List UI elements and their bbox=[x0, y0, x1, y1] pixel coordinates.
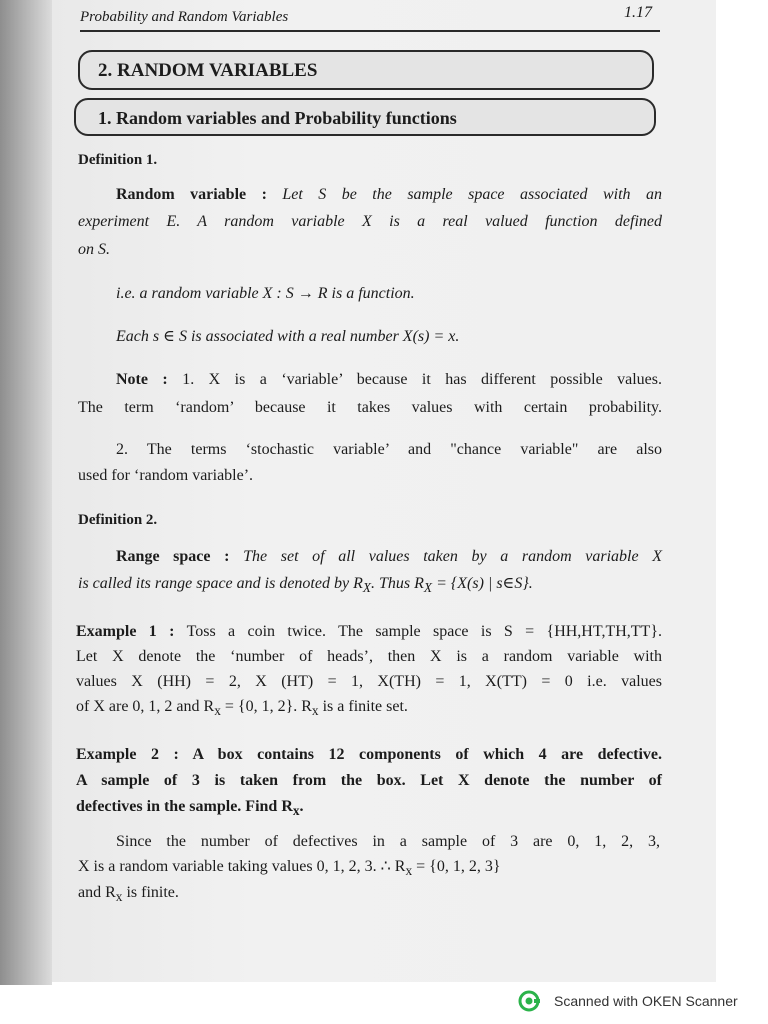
definition-2-line-1: Range space : The set of all values taken by a random variable X bbox=[116, 548, 663, 565]
section-title: 2. RANDOM VARIABLES bbox=[98, 60, 318, 81]
page-binding-shadow bbox=[0, 0, 52, 985]
note-line-2: The term ‘random’ because it takes values with certain probability. bbox=[78, 399, 662, 416]
page-number: 1.17 bbox=[624, 4, 652, 21]
example-1-line-2: Let X denote the ‘number of heads’, then X is a random variable with bbox=[76, 648, 662, 665]
definition-2-line-2: is called its range space and is denoted by $R_X$. Thus $R_X = \{X(s)$ | s∈S}. bbox=[78, 575, 533, 596]
note-point-2-line-1: 2. The terms ‘stochastic variable’ and "chance variable" are also bbox=[116, 441, 662, 458]
term-range-space: Range space : bbox=[116, 548, 230, 565]
subsection-title: 1. Random variables and Probability functions bbox=[98, 108, 457, 128]
example-1-line-3: values X (HH) = 2, X (HT) = 1, X(TH) = 1, X(TT) = 0 i.e. values bbox=[76, 673, 662, 690]
scanner-watermark bbox=[518, 990, 738, 1012]
example-2-solution-line-2: X is a random variable taking values 0, 1, 2, 3. ∴ $R_x = \{0$, 1, 2, 3} bbox=[78, 858, 501, 879]
oken-scanner-logo-icon bbox=[518, 990, 540, 1012]
header-rule bbox=[80, 30, 660, 32]
example-2-solution-line-1: Since the number of defectives in a sample of 3 are 0, 1, 2, 3, bbox=[116, 833, 660, 850]
example-2-line-2: A sample of 3 is taken from the box. Let X denote the number of bbox=[76, 772, 662, 789]
example-2-line-1: Example 2 : A box contains 12 components of which 4 are defective. bbox=[76, 746, 662, 763]
definition-1-each: Each s ∈ S is associated with a real number X(s) = x. bbox=[116, 328, 460, 345]
example-1-line-4: of X are 0, 1, 2 and $R_x = \{0$, 1, 2}. $R_x$ is a finite set. bbox=[76, 698, 408, 719]
definition-1-line-3: on S. bbox=[78, 241, 110, 258]
definition-1-heading: Definition 1. bbox=[78, 152, 158, 168]
note-line-1: Note : 1. X is a ‘variable’ because it has different possible values. bbox=[116, 371, 663, 388]
running-header: Probability and Random Variables bbox=[80, 9, 289, 25]
definition-1-ie: i.e. a random variable X : S → R is a function. bbox=[116, 285, 415, 302]
example-1-label: Example 1 : bbox=[76, 623, 175, 640]
term-random-variable: Random variable : bbox=[116, 186, 267, 203]
section-heading bbox=[78, 50, 654, 90]
note-point-2-line-2: used for ‘random variable’. bbox=[78, 467, 254, 484]
subsection-heading bbox=[74, 98, 656, 136]
scanner-text: Scanned with OKEN Scanner bbox=[554, 993, 738, 1009]
definition-1-line-1: Random variable : Let S be the sample space associated with an bbox=[116, 186, 663, 203]
example-2-line-3: defectives in the sample. Find $R_x$. bbox=[76, 798, 304, 819]
example-1-line-1: Example 1 : Toss a coin twice. The sample space is S = {HH,HT,TH,TT}. bbox=[76, 623, 663, 640]
definition-2-heading: Definition 2. bbox=[78, 512, 158, 528]
definition-1-line-2: experiment E. A random variable X is a real valued function defined bbox=[78, 213, 662, 230]
note-label: Note : bbox=[116, 371, 168, 388]
example-2-solution-line-3: and $R_x$ is finite. bbox=[78, 884, 179, 905]
